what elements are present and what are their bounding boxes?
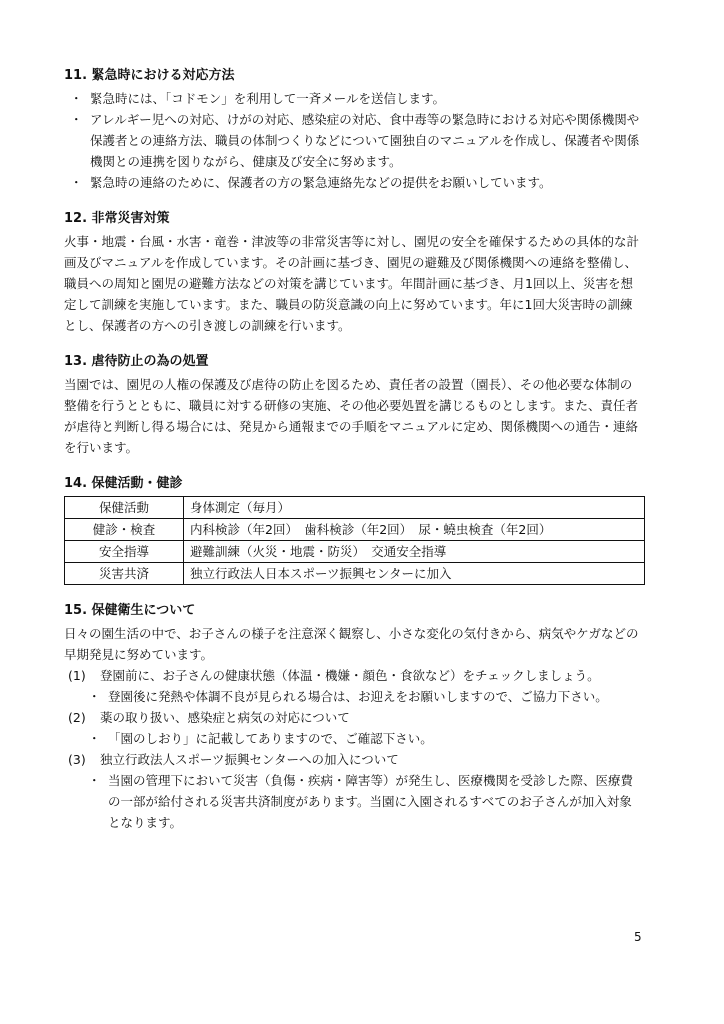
numbered-item (64, 707, 644, 728)
section-11-title: 11. 緊急時における対応方法 (64, 68, 235, 83)
section-14-title: 14. 保健活動・健診 (64, 476, 183, 491)
table-cell-label: 健診・検査 (65, 519, 184, 541)
item-sub-bullet: ・ 「園のしおり」に記載してありますので、ご確認下さい。 (64, 728, 644, 749)
item-sub-bullet: ・ 登園後に発熱や体調不良が見られる場合は、お迎えをお願いしますので、ご協力下さい。 (64, 686, 644, 707)
table-cell-value: 内科検診（年2回） 歯科検診（年2回） 尿・蟯虫検査（年2回） (184, 519, 645, 541)
item-text: 独立行政法人スポーツ振興センターへの加入について (100, 752, 399, 767)
section-13-title: 13. 虐待防止の為の処置 (64, 354, 209, 369)
section-12-body: 火事・地震・台風・水害・竜巻・津波等の非常災害等に対し、園児の安全を確保するための具体的な計画及びマニュアルを作成しています。その計画に基づき、園児の避難及び関係機関への連絡を整備し、職員への周知と園児の避難方法などの対策を講じています。年間計画に基づき、月1回以上、災害を想定して訓練を実施しています。また、職員の防災意識の向上に努めています。年に1回大災害時の訓練とし、保護者の方への引き渡しの訓練を行います。 (64, 234, 640, 333)
section-15-title: 15. 保健衛生について (64, 603, 196, 618)
table-row (65, 563, 645, 585)
table-cell-value: 避難訓練（火災・地震・防災） 交通安全指導 (184, 541, 645, 563)
page-number: 5 (634, 930, 642, 944)
section-13-body: 当園では、園児の人権の保護及び虐待の防止を図るため、責任者の設置（園長）、その他必要な体制の整備を行うとともに、職員に対する研修の実施、その他必要処置を講じるものとします。また、責任者が虐待と判断し得る場合には、発見から通報までの手順をマニュアルに定め、関係機関への通告・連絡を行います。 (64, 377, 639, 455)
table-cell-label: 安全指導 (65, 541, 184, 563)
document-page (64, 66, 644, 833)
item-number: (3) (68, 752, 86, 767)
bullet-item: ・ アレルギー児への対応、けがの対応、感染症の対応、食中毒等の緊急時における対応や関係機関や保護者との連絡方法、職員の体制つくりなどについて園独自のマニュアルを作成し、保護者や関係機関との連携を図りながら、健康及び安全に努めます。 (64, 109, 644, 172)
item-text: 薬の取り扱い、感染症と病気の対応について (100, 710, 350, 725)
table-row (65, 541, 645, 563)
table-cell-label: 保健活動 (65, 497, 184, 519)
table-cell-value: 身体測定（毎月） (184, 497, 645, 519)
numbered-item (64, 665, 644, 686)
item-number: (2) (68, 710, 86, 725)
table-row (65, 519, 645, 541)
table-cell-value: 独立行政法人日本スポーツ振興センターに加入 (184, 563, 645, 585)
section-11-bullets (64, 88, 644, 193)
health-activities-table (64, 496, 645, 585)
numbered-item (64, 749, 644, 770)
table-cell-label: 災害共済 (65, 563, 184, 585)
section-15-intro: 日々の園生活の中で、お子さんの様子を注意深く観察し、小さな変化の気付きから、病気やケガなどの早期発見に努めています。 (64, 626, 639, 662)
bullet-item: ・ 緊急時の連絡のために、保護者の方の緊急連絡先などの提供をお願いしています。 (64, 172, 644, 193)
item-sub-bullet: ・ 当園の管理下において災害（負傷・疾病・障害等）が発生し、医療機関を受診した際、医療費の一部が給付される災害共済制度があります。当園に入園されるすべてのお子さんが加入対象となります。 (64, 770, 644, 833)
item-text: 登園前に、お子さんの健康状態（体温・機嫌・顔色・食欲など）をチェックしましょう。 (100, 668, 600, 683)
bullet-item: ・ 緊急時には、「コドモン」を利用して一斉メールを送信します。 (64, 88, 644, 109)
section-12-title: 12. 非常災害対策 (64, 211, 170, 226)
table-row (65, 497, 645, 519)
item-number: (1) (68, 668, 86, 683)
